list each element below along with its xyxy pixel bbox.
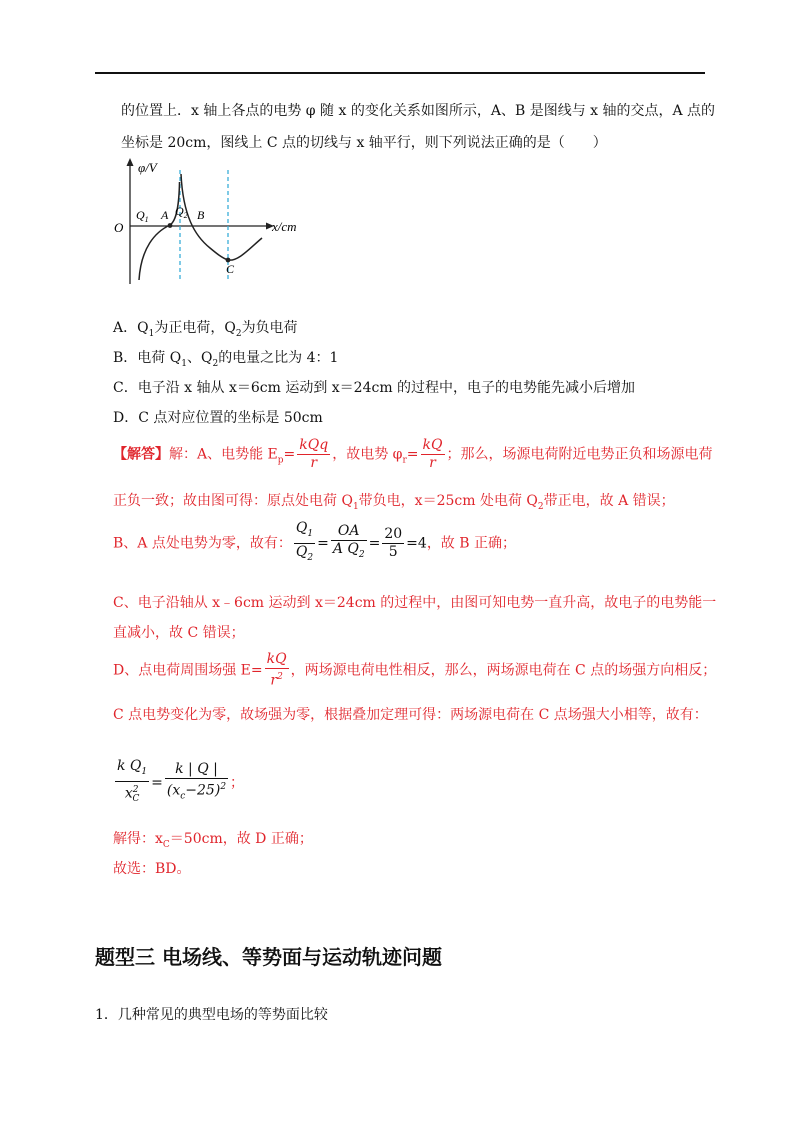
- equation-field-balance: $\frac{k Q_1}{x^2_C}$ = $\frac{k | Q |}{(x_c-25)^2}$ ；: [113, 758, 244, 808]
- y-axis-label: φ/V: [138, 160, 157, 175]
- label-q1: $Q_1$: [136, 208, 149, 224]
- label-a: A: [161, 208, 169, 222]
- section-title: 题型三 电场线、等势面与运动轨迹问题: [95, 945, 442, 969]
- potential-graph: [110, 156, 310, 286]
- option-d: D．C 点对应位置的坐标是 50cm: [113, 410, 323, 426]
- solution-line-5: 直减小，故 C 错误；: [113, 625, 245, 641]
- label-q2: $Q_2$: [175, 204, 188, 220]
- solution-line-3: B、A 点处电势为零，故有： $\frac{Q_1}{Q_2}$ = $\frac{OA}{A Q_2}$ = $\frac{20}{5}$ =4，故 B 正确；: [113, 520, 516, 567]
- label-c: C: [226, 262, 235, 276]
- option-b: B．电荷 $Q_1$、$Q_2$的电量之比为 4：1: [113, 350, 339, 369]
- fraction-kq-r: $\frac{kQ}{r}$: [422, 437, 443, 471]
- solution-line-9: 故选：BD。: [113, 861, 191, 877]
- fraction-q1-q2: $\frac{Q_1}{Q_2}$: [295, 520, 314, 563]
- fraction-kq1-xc2: $\frac{k Q_1}{x^2_C}$: [117, 758, 148, 805]
- option-a: A．$Q_1$为正电荷，$Q_2$为负电荷: [113, 320, 298, 339]
- solution-line-8: 解得：$x_C=50cm$，故 D 正确；: [113, 831, 313, 850]
- fraction-kqq-r: $\frac{\text{kQq}}{r}$: [299, 437, 329, 471]
- intro-line-2: 坐标是 20cm，图线上 C 点的切线与 x 轴平行，则下列说法正确的是（ ）: [121, 135, 607, 151]
- solution-line-6: D、点电荷周围场强 E= $\frac{kQ}{r^2}$ ，两场源电荷电性相反，那么，两场源电荷在 C 点的场强方向相反；: [113, 651, 717, 689]
- label-b: B: [197, 208, 205, 222]
- answer-tag: 【解答】: [113, 446, 169, 463]
- origin-label: O: [114, 220, 124, 235]
- y-axis-arrow: [127, 158, 134, 166]
- x-axis-label: x/cm: [272, 219, 297, 234]
- fraction-kq-r2: $\frac{kQ}{r^2}$: [266, 651, 287, 689]
- header-rule: [95, 72, 705, 74]
- solution-line-2: 正负一致；故由图可得：原点处电荷 $Q_1$带负电，x＝25cm 处电荷 $Q_2$带正电，故 A 错误；: [113, 493, 675, 512]
- curve-left: [139, 182, 180, 280]
- option-c: C．电子沿 x 轴从 x＝6cm 运动到 x＝24cm 的过程中，电子的电势能先减小后增加: [113, 380, 636, 396]
- fraction-kq-xc-25: $\frac{k | Q |}{(x_c-25)^2}$: [166, 760, 227, 802]
- solution-line-7: C 点电势变化为零，故场强为零，根据叠加定理可得：两场源电荷在 C 点场强大小相等，故有：: [113, 707, 708, 723]
- fraction-20-5: $\frac{20}{5}$: [384, 525, 403, 560]
- solution-line-1: 【解答】解：A、电势能 $E_p=$ $\frac{\text{kQq}}{r}$ ，故电势 $\varphi_r=$ $\frac{kQ}{r}$ ；那么，场源电荷附近电势正负和场源电荷: [113, 437, 713, 471]
- section-item-1: 1．几种常见的典型电场的等势面比较: [95, 1007, 328, 1023]
- intro-line-1: 的位置上．x 轴上各点的电势 φ 随 x 的变化关系如图所示，A、B 是图线与 x 轴的交点，A 点的: [121, 103, 716, 119]
- curve-right: [181, 174, 262, 260]
- point-a: [168, 223, 173, 228]
- fraction-oa-aq2: $\frac{OA}{A Q_2}$: [332, 522, 365, 560]
- solution-line-4: C、电子沿轴从 x﹣6cm 运动到 x＝24cm 的过程中，由图可知电势一直升高，故电子的电势能一: [113, 595, 717, 611]
